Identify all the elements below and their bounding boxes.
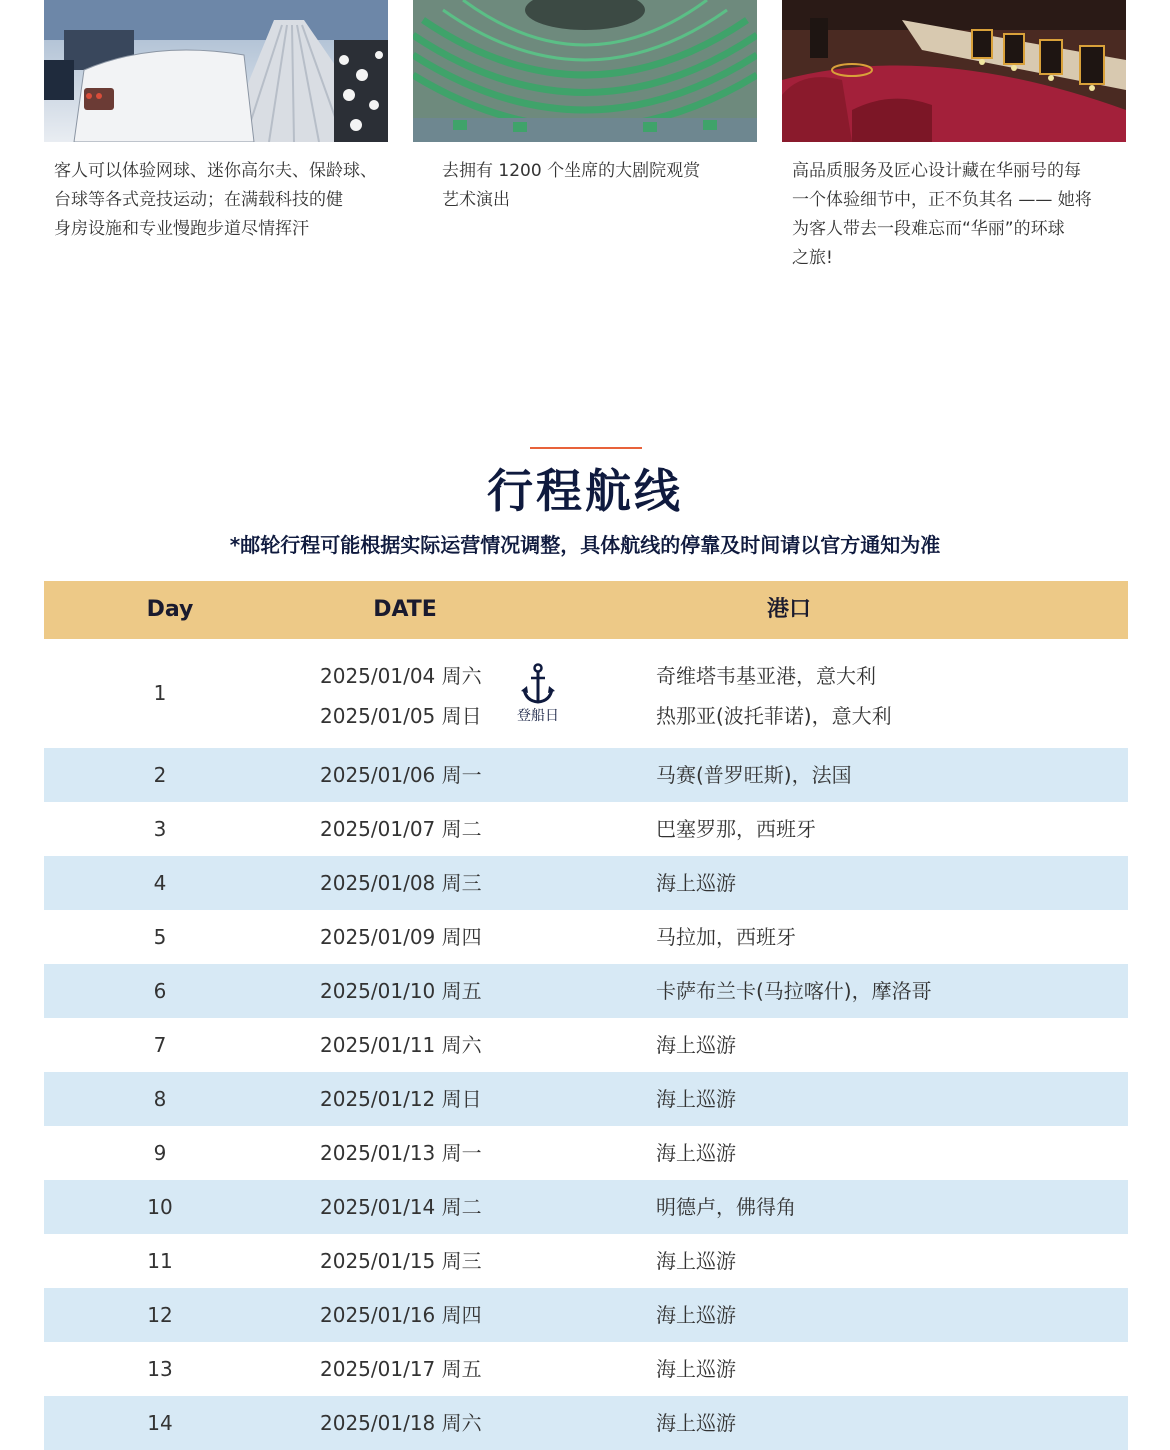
table-row	[44, 856, 1128, 910]
port-cell: 明德卢，佛得角	[656, 1195, 796, 1219]
port-cell: 海上巡游	[656, 1303, 736, 1327]
table-row	[44, 1342, 1128, 1396]
day-number: 12	[147, 1303, 173, 1327]
date-cell: 2025/01/12 周日	[320, 1087, 482, 1111]
date-cell: 2025/01/18 周六	[320, 1411, 482, 1435]
table-row	[44, 748, 1128, 802]
date-line-1: 2025/01/04 周六	[320, 664, 482, 688]
port-cell: 海上巡游	[656, 871, 736, 895]
day-number: 10	[147, 1195, 173, 1219]
date-cell: 2025/01/13 周一	[320, 1141, 482, 1165]
port-cell: 卡萨布兰卡(马拉喀什)，摩洛哥	[656, 979, 932, 1003]
embark-marker	[510, 663, 566, 725]
day-number: 9	[153, 1141, 167, 1165]
section-accent-divider	[530, 447, 642, 449]
port-line-1: 奇维塔韦基亚港，意大利	[656, 664, 876, 688]
header-day: Day	[146, 597, 194, 622]
day-number: 11	[147, 1249, 173, 1273]
table-row	[44, 1180, 1128, 1234]
facility-caption-sports: 客人可以体验网球、迷你高尔夫、保龄球、 台球等各式竞技运动；在满载科技的健 身房设施和专业慢跑步道尽情挥汗	[54, 161, 377, 239]
itinerary-notice: *邮轮行程可能根据实际运营情况调整，具体航线的停靠及时间请以官方通知为准	[229, 533, 941, 557]
day-number: 1	[153, 681, 167, 705]
table-row	[44, 1018, 1128, 1072]
day-number: 6	[153, 979, 167, 1003]
port-cell: 海上巡游	[656, 1141, 736, 1165]
facility-caption-theater: 去拥有 1200 个坐席的大剧院观赏 艺术演出	[442, 161, 701, 210]
facility-caption-service: 高品质服务及匠心设计藏在华丽号的每 一个体验细节中，正不负其名 —— 她将 为客人带去一段难忘而“华丽”的环球 之旅!	[792, 161, 1092, 268]
table-row	[44, 964, 1128, 1018]
port-cell: 海上巡游	[656, 1411, 736, 1435]
table-row	[44, 639, 1128, 748]
day-number: 5	[153, 925, 167, 949]
date-cell: 2025/01/10 周五	[320, 979, 482, 1003]
anchor-icon	[520, 663, 556, 707]
day-number: 3	[153, 817, 167, 841]
date-cell: 2025/01/07 周二	[320, 817, 482, 841]
date-cell: 2025/01/17 周五	[320, 1357, 482, 1381]
table-row	[44, 1396, 1128, 1450]
table-row	[44, 1234, 1128, 1288]
day-number: 13	[147, 1357, 173, 1381]
gym-bowling-photo	[44, 0, 388, 142]
date-cell: 2025/01/16 周四	[320, 1303, 482, 1327]
date-cell: 2025/01/11 周六	[320, 1033, 482, 1057]
header-date: DATE	[373, 597, 437, 622]
day-number: 8	[153, 1087, 167, 1111]
date-cell: 2025/01/14 周二	[320, 1195, 482, 1219]
port-cell: 巴塞罗那，西班牙	[656, 817, 816, 841]
date-cell: 2025/01/06 周一	[320, 763, 482, 787]
table-row	[44, 1126, 1128, 1180]
port-cell: 马赛(普罗旺斯)，法国	[656, 763, 852, 787]
table-row	[44, 802, 1128, 856]
itinerary-title: 行程航线	[487, 464, 683, 518]
day-number: 4	[153, 871, 167, 895]
itinerary-rows	[44, 748, 1128, 1450]
date-cell: 2025/01/08 周三	[320, 871, 482, 895]
grand-theater-photo	[413, 0, 757, 142]
date-cell: 2025/01/09 周四	[320, 925, 482, 949]
port-line-2: 热那亚(波托菲诺)，意大利	[656, 704, 892, 728]
port-cell: 海上巡游	[656, 1033, 736, 1057]
port-cell: 海上巡游	[656, 1249, 736, 1273]
embark-label: 登船日	[517, 708, 559, 724]
table-header	[44, 581, 1128, 639]
lounge-bar-photo	[782, 0, 1126, 142]
facility-photos	[44, 0, 1126, 142]
date-line-2: 2025/01/05 周日	[320, 704, 482, 728]
table-row	[44, 1072, 1128, 1126]
header-port: 港口	[766, 597, 811, 622]
table-row	[44, 910, 1128, 964]
port-cell: 海上巡游	[656, 1357, 736, 1381]
table-row	[44, 1288, 1128, 1342]
itinerary-table	[44, 581, 1128, 1450]
date-cell: 2025/01/15 周三	[320, 1249, 482, 1273]
day-number: 2	[153, 763, 167, 787]
port-cell: 马拉加，西班牙	[656, 925, 796, 949]
day-number: 14	[147, 1411, 173, 1435]
day-number: 7	[153, 1033, 167, 1057]
port-cell: 海上巡游	[656, 1087, 736, 1111]
